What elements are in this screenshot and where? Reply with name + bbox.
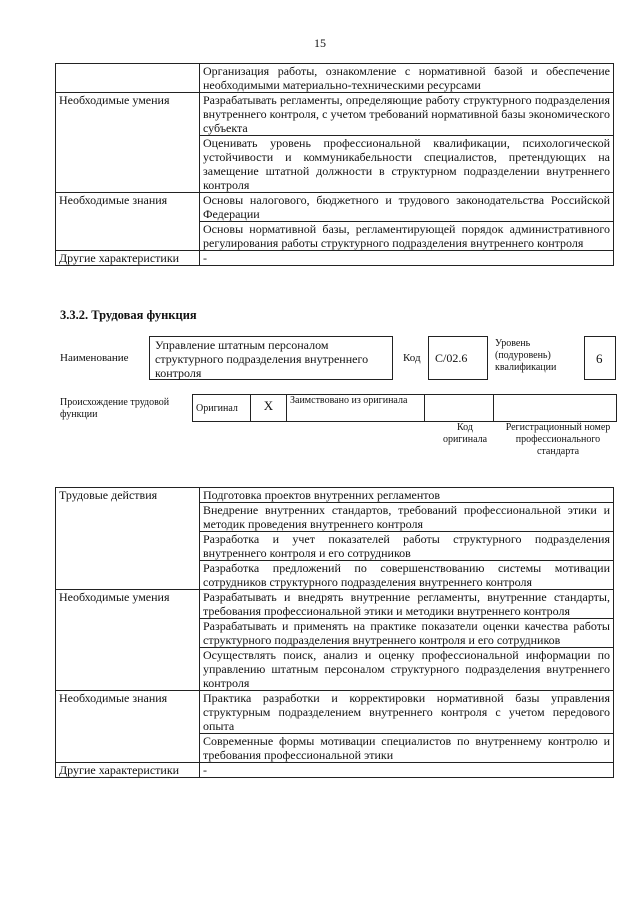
origin-table bbox=[192, 394, 617, 422]
row-cell: Практика разработки и корректировки нормативной базы управления структурным подразделением внутреннего контроля с учетом передового опыта bbox=[200, 691, 614, 734]
name-label: Наименование bbox=[60, 352, 129, 364]
page-number: 15 bbox=[314, 36, 326, 50]
level-label: Уровень (подуровень) квалификации bbox=[495, 338, 557, 373]
code-value: С/02.6 bbox=[435, 351, 468, 365]
row-cell: Основы налогового, бюджетного и трудового законодательства Российской Федерации bbox=[200, 193, 614, 222]
row-cell: Организация работы, ознакомление с нормативной базой и обеспечение необходимыми материально-техническими ресурсами bbox=[200, 64, 614, 93]
labor-function-table bbox=[55, 487, 614, 778]
table-row bbox=[56, 93, 614, 136]
row-cell: Оценивать уровень профессиональной квалификации, психологической устойчивости и коммуникабельности специалистов, претендующих на замещение штатной должности в структурном подразделении внутреннего контроля bbox=[200, 136, 614, 193]
table-row bbox=[56, 64, 614, 93]
function-name-box bbox=[149, 336, 393, 380]
borrowed-label: Заимствовано из оригинала bbox=[287, 395, 425, 422]
row-cell: - bbox=[200, 763, 614, 778]
table-row bbox=[56, 251, 614, 266]
section-heading: 3.3.2. Трудовая функция bbox=[60, 308, 197, 322]
code-box bbox=[428, 336, 488, 380]
original-mark: X bbox=[251, 395, 287, 422]
row-label: Трудовые действия bbox=[56, 488, 200, 590]
row-cell: Внедрение внутренних стандартов, требований профессиональной этики и методик проведения внутреннего контроля bbox=[200, 503, 614, 532]
table-row bbox=[56, 691, 614, 734]
row-cell: Разрабатывать и внедрять внутренние регламенты, внутренние стандарты, требования профессиональной этики и методики внутреннего контроля bbox=[200, 590, 614, 619]
row-label: Необходимые умения bbox=[56, 590, 200, 691]
row-cell: - bbox=[200, 251, 614, 266]
row-cell: Осуществлять поиск, анализ и оценку профессиональной информации по управлению штатным персоналом структурного подразделения внутреннего контроля bbox=[200, 648, 614, 691]
registration-number-caption: Регистрационный номер профессионального стандарта bbox=[505, 422, 611, 457]
row-label: Другие характеристики bbox=[56, 251, 200, 266]
row-label: Необходимые умения bbox=[56, 93, 200, 193]
table-row bbox=[56, 488, 614, 503]
code-label: Код bbox=[403, 352, 421, 364]
origin-label: Происхождение трудовой функции bbox=[60, 397, 170, 420]
row-label: Другие характеристики bbox=[56, 763, 200, 778]
function-name-value: Управление штатным персоналом структурного подразделения внутреннего контроля bbox=[155, 338, 369, 380]
table1-body bbox=[56, 64, 614, 266]
registration-number-cell bbox=[494, 395, 617, 422]
row-cell: Разработка и учет показателей работы структурного подразделения внутреннего контроля и его сотрудников bbox=[200, 532, 614, 561]
table-row bbox=[56, 193, 614, 222]
row-label: Необходимые знания bbox=[56, 691, 200, 763]
row-cell: Современные формы мотивации специалистов по внутреннему контролю и требования профессиональной этики bbox=[200, 734, 614, 763]
row-cell: Основы нормативной базы, регламентирующей порядок административного регулирования работы структурного подразделения внутреннего контроля bbox=[200, 222, 614, 251]
table-row bbox=[56, 763, 614, 778]
row-cell: Подготовка проектов внутренних регламентов bbox=[200, 488, 614, 503]
row-cell: Разрабатывать и применять на практике показатели оценки качества работы структурного подразделения внутреннего контроля и его сотрудников bbox=[200, 619, 614, 648]
level-box bbox=[584, 336, 616, 380]
table2-body bbox=[56, 488, 614, 778]
row-label bbox=[56, 64, 200, 93]
row-cell: Разработка предложений по совершенствованию системы мотивации сотрудников структурного подразделения внутреннего контроля bbox=[200, 561, 614, 590]
row-cell: Разрабатывать регламенты, определяющие работу структурного подразделения внутреннего контроля, с учетом требований нормативной базы экономического субъекта bbox=[200, 93, 614, 136]
table-row bbox=[56, 590, 614, 619]
original-label: Оригинал bbox=[193, 395, 251, 422]
origin-code-caption: Код оригинала bbox=[442, 422, 488, 445]
requirements-table-continued bbox=[55, 63, 614, 266]
row-label: Необходимые знания bbox=[56, 193, 200, 251]
origin-code-cell bbox=[425, 395, 494, 422]
level-value: 6 bbox=[596, 351, 603, 366]
